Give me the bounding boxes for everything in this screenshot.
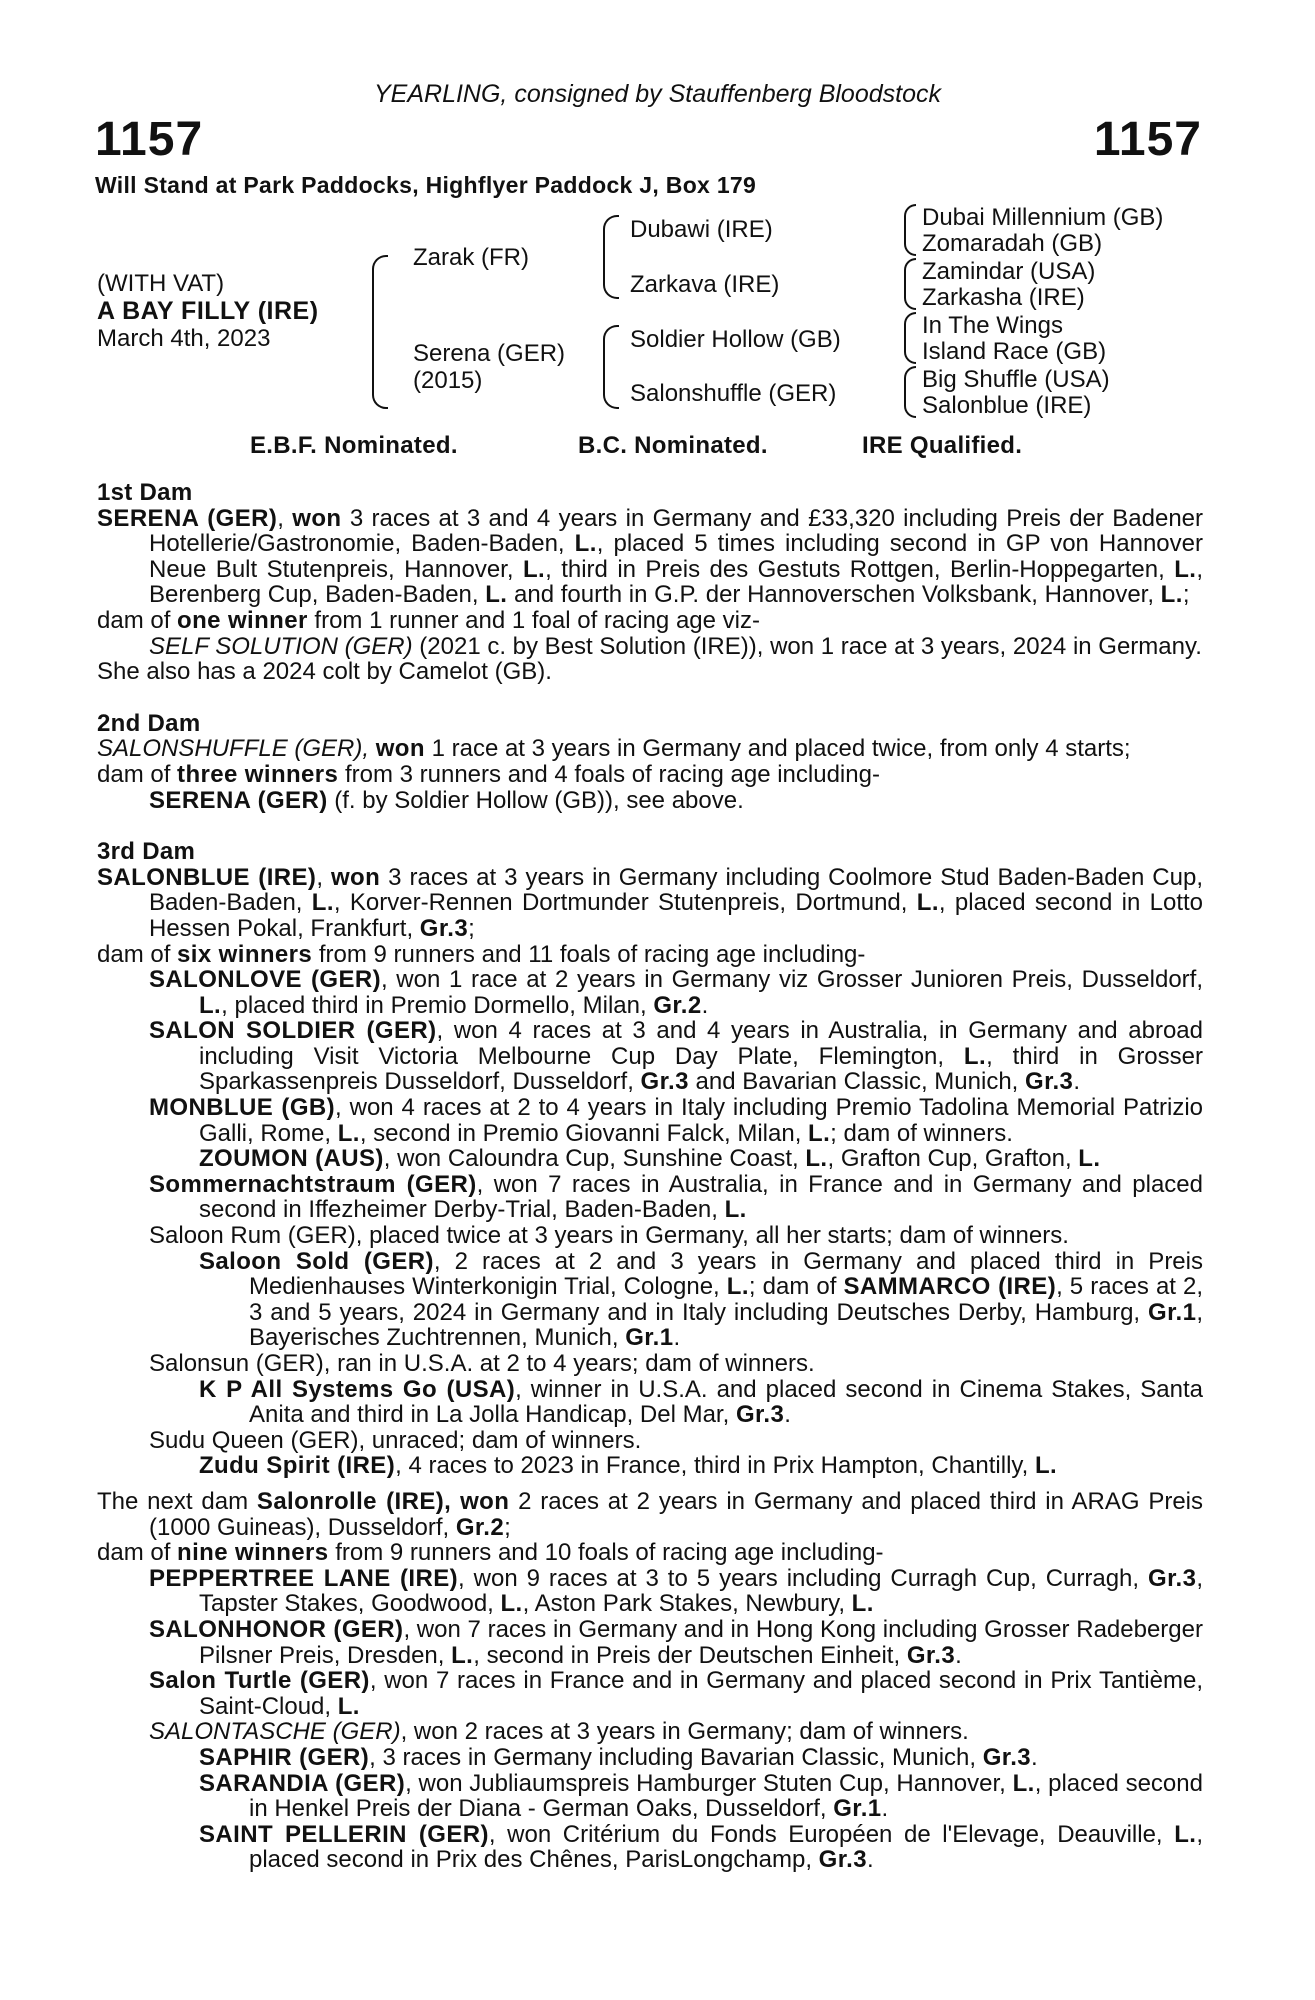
bc-nominated: B.C. Nominated. [578, 432, 768, 459]
progeny-sarandia: SARANDIA (GER), won Jubliaumspreis Hamburger Stuten Cup, Hannover, L., placed second in Henkel Preis der Diana - German Oaks, Dusseldorf, Gr.1. [199, 1769, 1203, 1823]
lot-number-right: 1157 [1093, 113, 1202, 166]
second-dam-progeny-summary: dam of three winners from 3 runners and 4 foals of racing age including- [97, 760, 880, 788]
progeny-kp-all-systems-go: K P All Systems Go (USA), winner in U.S.A. and placed second in Cinema Stakes, Santa Anita and third in La Jolla Handicap, Del Mar, Gr.3. [199, 1375, 1204, 1429]
dam-brace [603, 325, 619, 409]
ire-qualified: IRE Qualified. [862, 432, 1023, 459]
consignor-line: YEARLING, consigned by Stauffenberg Bloodstock [374, 80, 941, 108]
ggp-1: Dubai Millennium (GB) [922, 204, 1164, 231]
lot-number-left: 1157 [95, 113, 204, 166]
first-dam-also: She also has a 2024 colt by Camelot (GB). [97, 658, 552, 686]
ggp-3: Zamindar (USA) [922, 258, 1096, 285]
progeny-saphir: SAPHIR (GER), 3 races in Germany including Bavarian Classic, Munich, Gr.3. [199, 1743, 1038, 1771]
first-dam-progeny-summary: dam of one winner from 1 runner and 1 foal of racing age viz- [97, 606, 760, 634]
progeny-salonsun: Salonsun (GER), ran in U.S.A. at 2 to 4 years; dam of winners. [149, 1350, 815, 1377]
subject-name: A BAY FILLY (IRE) [97, 297, 319, 325]
second-dam-entry: SALONSHUFFLE (GER), won 1 race at 3 years in Germany and placed twice, from only 4 starts; [97, 735, 1131, 763]
dam-sire: Soldier Hollow (GB) [630, 326, 841, 353]
progeny-peppertree-lane: PEPPERTREE LANE (IRE), won 9 races at 3 to 5 years including Curragh Cup, Curragh, Gr.3, Tapster Stakes, Goodwood, L., Aston Park Stakes, Newbury, L. [149, 1564, 1203, 1618]
ebf-nominated: E.B.F. Nominated. [250, 432, 458, 459]
third-dam-heading: 3rd Dam [97, 838, 196, 866]
second-dam-heading: 2nd Dam [97, 709, 201, 737]
ggp-6: Island Race (GB) [922, 338, 1107, 365]
progeny-sommernachtstraum: Sommernachtstraum (GER), won 7 races in Australia, in France and in Germany and placed second in Iffezheimer Derby-Trial, Baden-Baden, L. [149, 1170, 1203, 1224]
progeny-salon-soldier: SALON SOLDIER (GER), won 4 races at 3 and 4 years in Australia, in Germany and abroad including Visit Victoria Melbourne Cup Day Plate, Flemington, L., third in Grosser Sparkassenpreis Dusseldorf, Dusseldorf, Gr.3 and Bavarian Classic, Munich, Gr.3. [149, 1017, 1203, 1096]
stand-location: Will Stand at Park Paddocks, Highflyer Paddock J, Box 179 [95, 172, 757, 198]
progeny-monblue: MONBLUE (GB), won 4 races at 2 to 4 years in Italy including Premio Tadolina Memorial Patrizio Galli, Rome, L., second in Premio Giovanni Falck, Milan, L.; dam of winners. [149, 1094, 1204, 1147]
ds-brace [904, 312, 916, 364]
ggp-5: In The Wings [922, 312, 1063, 339]
first-dam-progeny-1: SELF SOLUTION (GER) (2021 c. by Best Solution (IRE)), won 1 race at 3 years, 2024 in Germany. [149, 632, 1202, 660]
first-dam-heading: 1st Dam [97, 479, 193, 506]
subject-dob: March 4th, 2023 [97, 325, 271, 352]
sd-brace [904, 258, 916, 310]
sire-brace [603, 215, 619, 299]
vat-label: (WITH VAT) [97, 270, 225, 297]
dam-details [97, 480, 1203, 1873]
progeny-salontasche: SALONTASCHE (GER), won 2 races at 3 years in Germany; dam of winners. [149, 1718, 969, 1746]
third-dam-entry: SALONBLUE (IRE), won 3 races at 3 years in Germany including Coolmore Stud Baden-Baden Cup, Baden-Baden, L., Korver-Rennen Dortmunder Stutenpreis, Dortmund, L., placed second in Lotto Hessen Pokal, Frankfurt, Gr.3; [97, 863, 1204, 942]
ss-brace [904, 204, 916, 256]
progeny-zudu-spirit: Zudu Spirit (IRE), 4 races to 2023 in France, third in Prix Hampton, Chantilly, L. [199, 1452, 1058, 1480]
ggp-2: Zomaradah (GB) [922, 230, 1103, 257]
progeny-salon-turtle: Salon Turtle (GER), won 7 races in France and in Germany and placed second in Prix Tantième, Saint-Cloud, L. [149, 1667, 1203, 1720]
second-dam-progeny-1: SERENA (GER) (f. by Soldier Hollow (GB)), see above. [149, 786, 744, 814]
next-dam-entry: The next dam Salonrolle (IRE), won 2 races at 2 years in Germany and placed third in ARAG Preis (1000 Guineas), Dusseldorf, Gr.2; [97, 1487, 1204, 1541]
progeny-zoumon: ZOUMON (AUS), won Caloundra Cup, Sunshine Coast, L., Grafton Cup, Grafton, L. [199, 1145, 1101, 1173]
dam-year: (2015) [413, 367, 483, 394]
first-dam-entry: SERENA (GER), won 3 races at 3 and 4 years in Germany and £33,320 including Preis der Badener Hotellerie/Gastronomie, Baden-Baden, L., placed 5 times including second in GP von Hannover Neue Bult Stutenpreis, Hannover, L., third in Preis des Gestuts Rottgen, Berlin-Hoppegarten, L., Berenberg Cup, Baden-Baden, L. and fourth in G.P. der Hannoverschen Volksbank, Hannover, L.; [97, 504, 1204, 609]
progeny-salonlove: SALONLOVE (GER), won 1 race at 2 years in Germany viz Grosser Junioren Preis, Dusseldorf, L., placed third in Premio Dormello, Milan, Gr.2. [149, 966, 1203, 1019]
next-dam-progeny-summary: dam of nine winners from 9 runners and 10 foals of racing age including- [97, 1539, 884, 1567]
progeny-saloon-rum: Saloon Rum (GER), placed twice at 3 years in Germany, all her starts; dam of winners. [149, 1222, 1069, 1250]
progeny-salonhonor: SALONHONOR (GER), won 7 races in Germany and in Hong Kong including Grosser Radeberger Pilsner Preis, Dresden, L., second in Preis der Deutschen Einheit, Gr.3. [149, 1615, 1203, 1669]
sire-sire: Dubawi (IRE) [630, 216, 773, 243]
progeny-saint-pellerin: SAINT PELLERIN (GER), won Critérium du Fonds Européen de l'Elevage, Deauville, L., placed second in Prix des Chênes, ParisLongchamp, Gr.3. [199, 1820, 1203, 1874]
progeny-sudu-queen: Sudu Queen (GER), unraced; dam of winners. [149, 1426, 642, 1454]
ggp-8: Salonblue (IRE) [922, 392, 1092, 419]
third-dam-progeny-summary: dam of six winners from 9 runners and 11 foals of racing age including- [97, 940, 866, 968]
dd-brace [904, 366, 916, 418]
progeny-saloon-sold: Saloon Sold (GER), 2 races at 2 and 3 years in Germany and placed third in Preis Medienhauses Winterkonigin Trial, Cologne, L.; dam of SAMMARCO (IRE), 5 races at 2, 3 and 5 years, 2024 in Germany and in Italy including Deutsches Derby, Hamburg, Gr.1, Bayerisches Zuchtrennen, Munich, Gr.1. [199, 1247, 1204, 1352]
sire-dam: Zarkava (IRE) [630, 271, 780, 298]
dam-dam: Salonshuffle (GER) [630, 380, 837, 407]
sire: Zarak (FR) [413, 244, 529, 271]
dam: Serena (GER) [413, 340, 566, 367]
ggp-4: Zarkasha (IRE) [922, 284, 1085, 311]
ggp-7: Big Shuffle (USA) [922, 366, 1110, 393]
pedigree-brace [372, 255, 388, 409]
